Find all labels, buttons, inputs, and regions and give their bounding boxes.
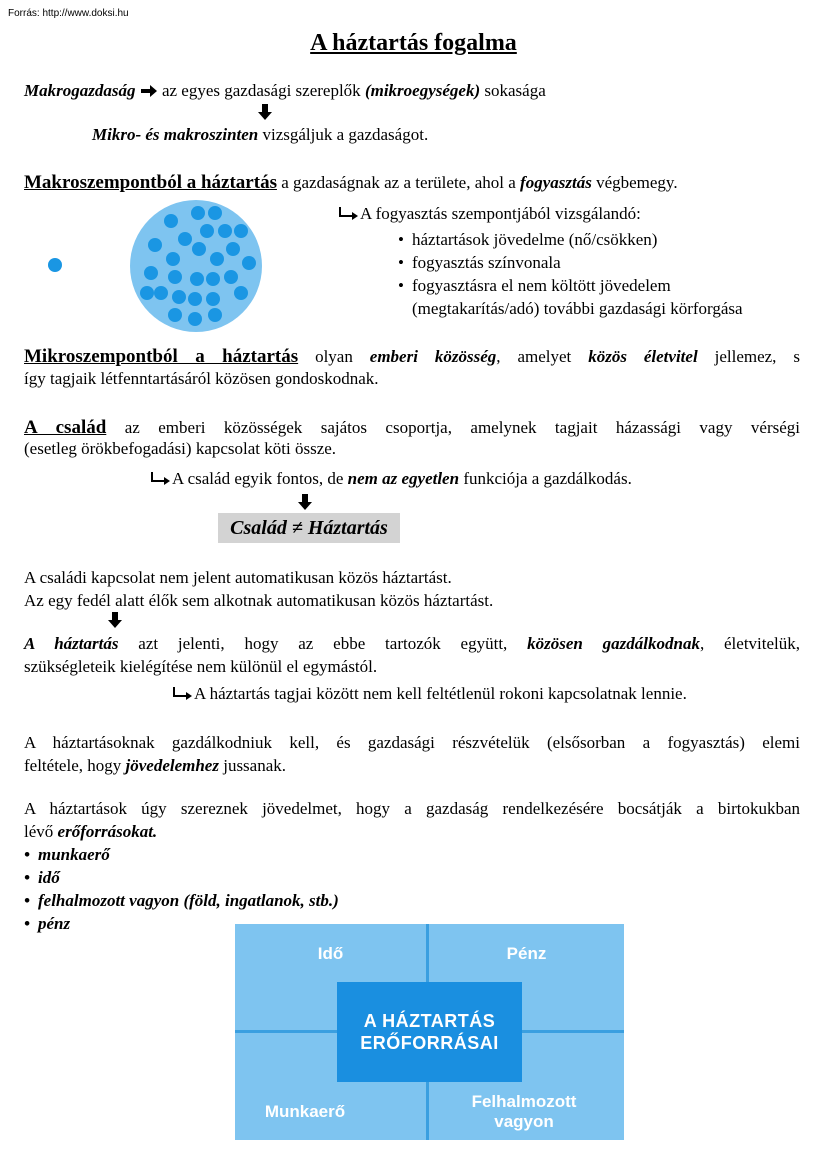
household-dot: [154, 286, 168, 300]
list-item: • háztartások jövedelme (nő/csökken): [398, 228, 671, 251]
household-dot: [192, 242, 206, 256]
page-title: A háztartás fogalma: [310, 30, 517, 56]
list-item: • fogyasztás színvonala: [398, 251, 671, 274]
household-def-line2: szükségleteik kielégítése nem különül el egymástól.: [24, 657, 378, 676]
diagram-bottom-right: [449, 1092, 599, 1132]
return-arrow-icon: [172, 687, 194, 701]
household-dot: [210, 252, 224, 266]
makro-section-text1: a gazdaságnak az a területe, ahol a: [281, 173, 516, 192]
household-dot: [234, 224, 248, 238]
household-dot: [224, 270, 238, 284]
levels-text: vizsgáljuk a gazdaságot.: [262, 125, 429, 144]
makro-bullet-list: [398, 228, 671, 297]
resources-list: [24, 843, 339, 935]
down-arrow-icon: [298, 494, 312, 510]
family-sub-text1: A család egyik fontos, de: [172, 469, 344, 488]
makro-section-text2: végbemegy.: [596, 173, 678, 192]
makro-section-line: [24, 172, 678, 194]
income-line1: A háztartásoknak gazdálkodniuk kell, és gazdasági részvételük (elsősorban a fogyasztás) elemi: [24, 733, 800, 752]
makro-heading: Makroszempontból a háztartás: [24, 172, 277, 193]
family-line1: [24, 416, 800, 439]
household-def-bold2: közösen gazdálkodnak: [527, 634, 700, 653]
household-dot: [206, 272, 220, 286]
list-item: • pénz: [24, 912, 339, 935]
household-dot: [190, 272, 204, 286]
mikro-text2: , amelyet: [496, 347, 572, 366]
family-heading: A család: [24, 417, 107, 438]
household-dot: [168, 270, 182, 284]
mikro-bold2: közös életvitel: [588, 347, 698, 366]
makro-text2: sokasága: [484, 81, 546, 100]
family-sub-bold: nem az egyetlen: [347, 469, 460, 488]
diagram-bottom-right-line2: vagyon: [494, 1112, 554, 1131]
household-dot: [168, 308, 182, 322]
diagram-top-right: Pénz: [506, 944, 547, 963]
resources-diagram: [235, 924, 624, 1140]
makro-line: [24, 81, 546, 101]
household-dot: [188, 292, 202, 306]
income-line2: [24, 754, 286, 777]
diagram-top-left: Idő: [317, 944, 344, 963]
diagram-bottom-right-line1: Felhalmozott: [471, 1092, 577, 1111]
right-arrow-icon: [140, 85, 158, 97]
family-sub-text2: funkciója a gazdálkodás.: [463, 469, 632, 488]
income-text-a: feltétele, hogy: [24, 756, 122, 775]
relation-line-2: Az egy fedél alatt élők sem alkotnak automatikusan közös háztartást.: [24, 591, 494, 610]
family-sub-line: [150, 469, 632, 489]
mikro-section-line1: [24, 345, 800, 368]
makro-sub-line: [338, 204, 641, 224]
household-dot: [218, 224, 232, 238]
household-dot: [226, 242, 240, 256]
list-item: • idő: [24, 866, 339, 889]
mikro-text3: jellemez, s: [714, 347, 800, 366]
household-def-bold1: A háztartás: [24, 634, 119, 653]
relation-line-1: A családi kapcsolat nem jelent automatikusan közös háztartást.: [24, 568, 452, 587]
diagram-center-line1: A HÁZTARTÁS: [363, 1011, 496, 1031]
mikro-heading: Mikroszempontból a háztartás: [24, 346, 299, 367]
household-def-line1: [24, 632, 800, 655]
household-dot: [172, 290, 186, 304]
household-dot: [242, 256, 256, 270]
levels-line: [92, 125, 428, 145]
income-text-c: jussanak.: [223, 756, 287, 775]
single-household-dot: [48, 258, 62, 272]
household-dot: [164, 214, 178, 228]
household-dot: [140, 286, 154, 300]
makro-paren: (mikroegységek): [364, 81, 481, 100]
makro-term: Makrogazdaság: [24, 81, 136, 100]
down-arrow-icon: [108, 612, 122, 628]
household-dot: [148, 238, 162, 252]
household-dot: [208, 206, 222, 220]
makro-bullet-continuation: (megtakarítás/adó) további gazdasági körforgása: [412, 299, 743, 318]
return-arrow-icon: [150, 472, 172, 486]
family-line2: (esetleg örökbefogadási) kapcsolat köti össze.: [24, 439, 337, 458]
family-equation: Család ≠ Háztartás: [218, 513, 400, 543]
resources-line2: [24, 820, 157, 843]
household-dot: [234, 286, 248, 300]
income-bold: jövedelemhez: [125, 756, 219, 775]
levels-bold: Mikro- és makroszinten: [92, 125, 259, 144]
diagram-center-line2: ERŐFORRÁSAI: [360, 1033, 499, 1053]
households-circle: [130, 200, 262, 332]
household-dot: [191, 206, 205, 220]
list-item: • fogyasztásra el nem költött jövedelem: [398, 274, 671, 297]
list-item: • munkaerő: [24, 843, 339, 866]
household-dot: [200, 224, 214, 238]
family-text1: az emberi közösségek sajátos csoportja, amelynek tagjait házassági vagy vérségi: [124, 418, 800, 437]
household-def-text1: azt jelenti, hogy az ebbe tartozók együtt,: [138, 634, 508, 653]
household-dot: [208, 308, 222, 322]
household-def-text2: , életvitelük,: [699, 634, 801, 653]
resources-line1: A háztartások úgy szereznek jövedelmet, hogy a gazdaság rendelkezésére bocsátják a birtokukban: [24, 799, 800, 818]
household-dot: [206, 292, 220, 306]
household-dot: [166, 252, 180, 266]
diagram-center: [337, 982, 522, 1082]
household-dot: [178, 232, 192, 246]
mikro-text1: olyan: [315, 347, 353, 366]
resources-text-a: lévő: [24, 822, 54, 841]
makro-sub-text: A fogyasztás szempontjából vizsgálandó:: [360, 204, 641, 223]
resources-bold: erőforrásokat.: [57, 822, 158, 841]
diagram-bottom-left: Munkaerő: [264, 1102, 346, 1121]
mikro-section-line2: így tagjaik létfenntartásáról közösen gondoskodnak.: [24, 369, 379, 388]
source-note: Forrás: http://www.doksi.hu: [8, 8, 129, 19]
list-item: • felhalmozott vagyon (föld, ingatlanok, stb.): [24, 889, 339, 912]
makro-section-bold: fogyasztás: [520, 173, 592, 192]
return-arrow-icon: [338, 207, 360, 221]
household-def-sub: [172, 684, 687, 704]
makro-text1: az egyes gazdasági szereplők: [161, 81, 361, 100]
household-dot: [144, 266, 158, 280]
household-def-sub-text: A háztartás tagjai között nem kell feltétlenül rokoni kapcsolatnak lennie.: [194, 684, 687, 703]
mikro-bold1: emberi közösség: [369, 347, 497, 366]
household-dot: [188, 312, 202, 326]
down-arrow-icon: [258, 104, 272, 120]
